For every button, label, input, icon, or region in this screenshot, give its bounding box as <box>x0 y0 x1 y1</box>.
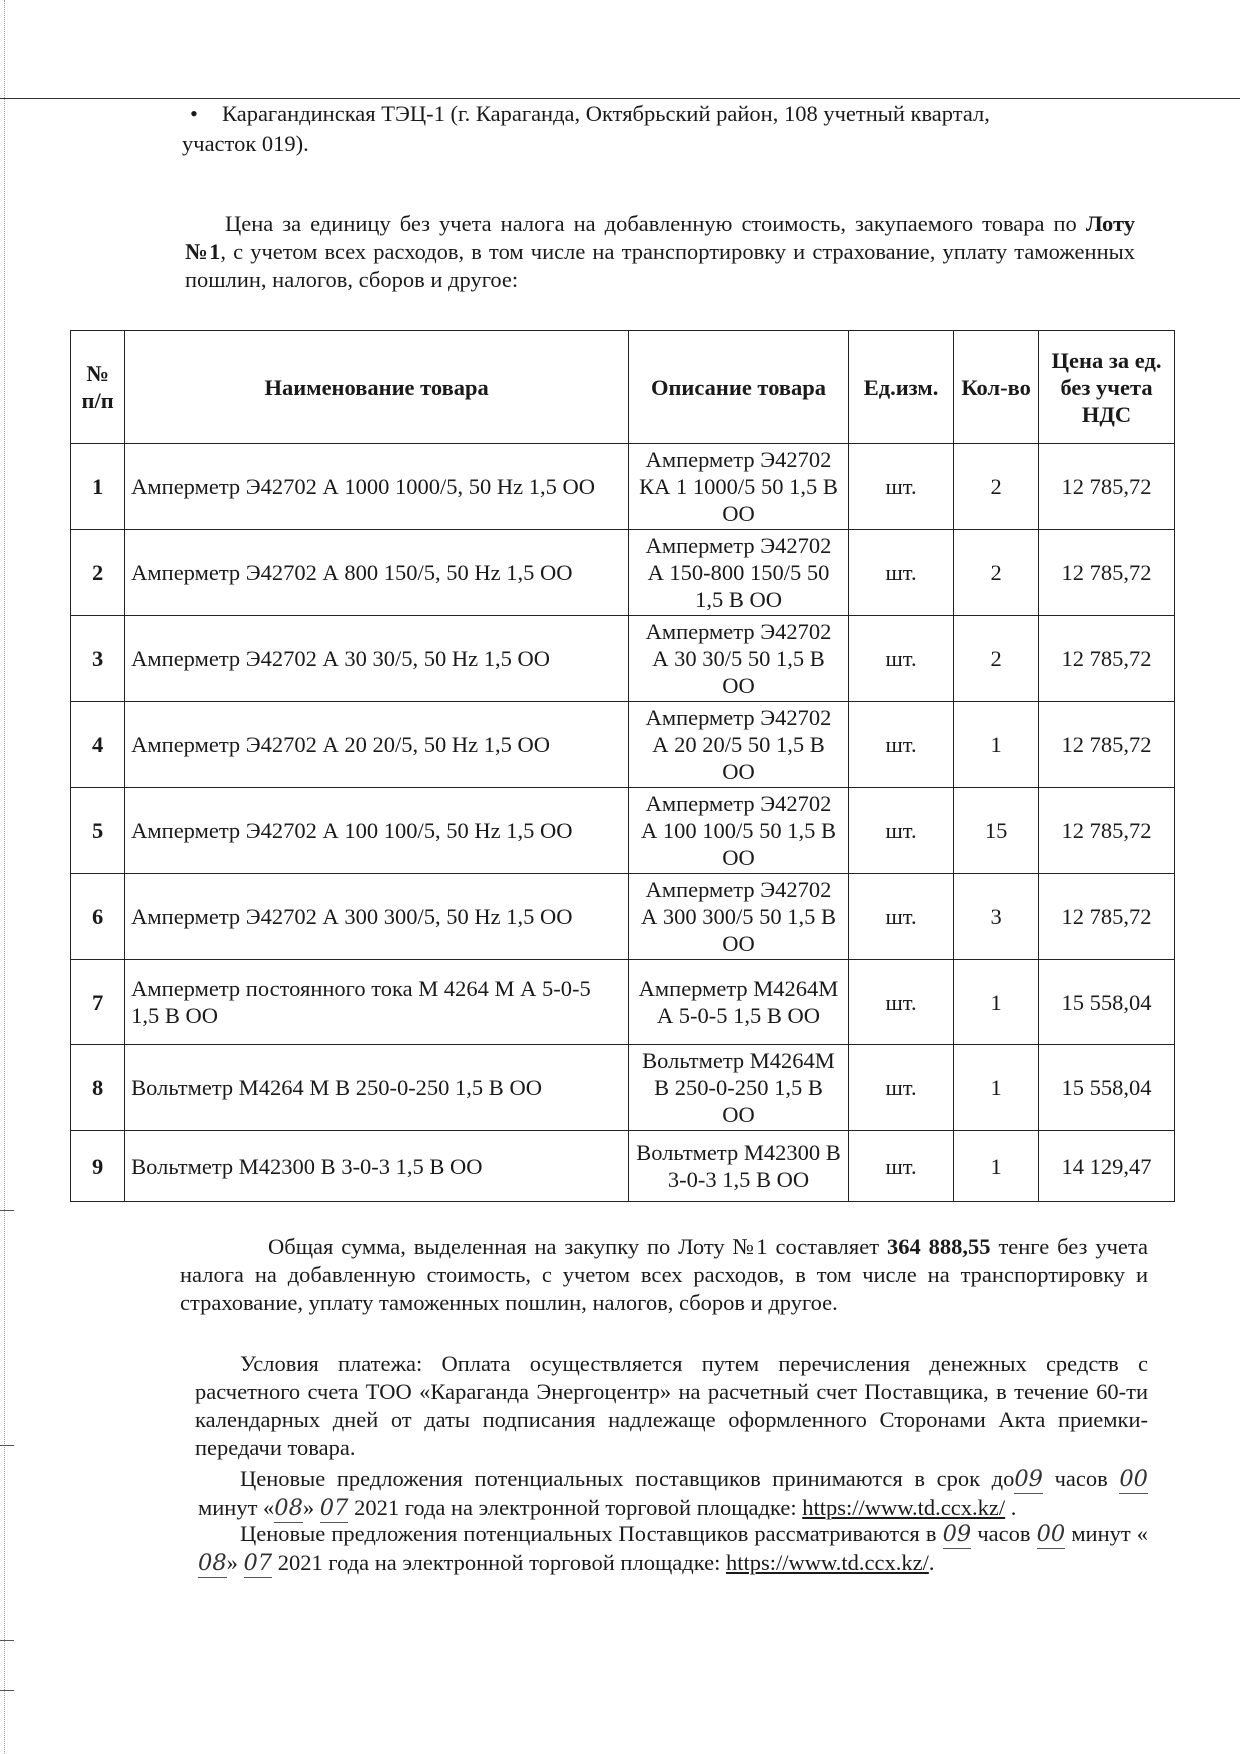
location-text-1: Карагандинская ТЭЦ-1 (г. Караганда, Октябрьский район, 108 учетный квартал, <box>222 101 990 126</box>
cell-name: Амперметр Э42702 А 20 20/5, 50 Hz 1,5 ОО <box>125 702 629 788</box>
cell-unit: шт. <box>848 960 953 1045</box>
cell-price: 12 785,72 <box>1039 444 1175 530</box>
cell-desc: Амперметр Э42702 А 20 20/5 50 1,5 В ОО <box>629 702 849 788</box>
header-num: № п/п <box>71 331 125 444</box>
cell-unit: шт. <box>848 1131 953 1202</box>
table-row <box>71 616 1175 702</box>
cell-unit: шт. <box>848 616 953 702</box>
margin-mark <box>0 1445 14 1446</box>
handwritten-minutes: 00 <box>1119 1466 1148 1492</box>
cell-name: Вольтметр М4264 М В 250-0-250 1,5 В ОО <box>125 1045 629 1131</box>
cell-qty: 15 <box>954 788 1039 874</box>
cell-qty: 1 <box>954 960 1039 1045</box>
cell-price: 12 785,72 <box>1039 788 1175 874</box>
table-row <box>71 530 1175 616</box>
bullet-icon: • <box>190 101 198 126</box>
cell-qty: 3 <box>954 874 1039 960</box>
cell-qty: 1 <box>954 1045 1039 1131</box>
location-text-2: участок 019). <box>182 131 309 156</box>
cell-price: 12 785,72 <box>1039 702 1175 788</box>
cell-qty: 2 <box>954 616 1039 702</box>
lot-label: Лоту №1 <box>185 211 1135 264</box>
deadline-accept-paragraph: Ценовые предложения потенциальных поставщиков принимаются в срок до09 часов 00 минут «08» 07 2021 года на электронной торговой площадке: https://www.td.ccx.kz/ . <box>198 1466 1148 1521</box>
margin-mark <box>0 1690 14 1691</box>
header-name: Наименование товара <box>125 331 629 444</box>
table-row <box>71 1131 1175 1202</box>
cell-desc: Амперметр Э42702 А 100 100/5 50 1,5 В ОО <box>629 788 849 874</box>
cell-price: 15 558,04 <box>1039 1045 1175 1131</box>
cell-num: 9 <box>71 1131 125 1202</box>
table-body <box>71 444 1175 1202</box>
margin-mark <box>0 1210 14 1211</box>
cell-name: Амперметр Э42702 А 1000 1000/5, 50 Hz 1,5 ОО <box>125 444 629 530</box>
cell-unit: шт. <box>848 788 953 874</box>
cell-unit: шт. <box>848 530 953 616</box>
intro-paragraph: Цена за единицу без учета налога на добавленную стоимость, закупаемого товара по Лоту №1, с учетом всех расходов, в том числе на транспортировку и страхование, уплату таможенных пошлин, налогов, сборов и другое: <box>185 211 1135 292</box>
header-rule <box>0 98 1240 99</box>
header-price: Цена за ед. без учета НДС <box>1039 331 1175 444</box>
header-desc: Описание товара <box>629 331 849 444</box>
total-paragraph: Общая сумма, выделенная на закупку по Лоту №1 составляет 364 888,55 тенге без учета налога на добавленную стоимость, с учетом всех расходов, в том числе на транспортировку и страхование, уплату таможенных пошлин, налогов, сборов и другое. <box>180 1234 1148 1315</box>
handwritten-day: 08 <box>274 1495 303 1521</box>
cell-price: 12 785,72 <box>1039 530 1175 616</box>
header-qty: Кол-во <box>954 331 1039 444</box>
cell-qty: 1 <box>954 1131 1039 1202</box>
cell-name: Амперметр Э42702 А 800 150/5, 50 Hz 1,5 ОО <box>125 530 629 616</box>
cell-name: Амперметр Э42702 А 100 100/5, 50 Hz 1,5 ОО <box>125 788 629 874</box>
table-row <box>71 874 1175 960</box>
cell-desc: Вольтметр М42300 В 3-0-3 1,5 В ОО <box>629 1131 849 1202</box>
cell-num: 4 <box>71 702 125 788</box>
header-unit: Ед.изм. <box>848 331 953 444</box>
table-row <box>71 1045 1175 1131</box>
cell-desc: Амперметр Э42702 КА 1 1000/5 50 1,5 В ОО <box>629 444 849 530</box>
cell-num: 3 <box>71 616 125 702</box>
table-header-row <box>71 331 1175 444</box>
cell-num: 8 <box>71 1045 125 1131</box>
cell-desc: Амперметр Э42702 А 30 30/5 50 1,5 В ОО <box>629 616 849 702</box>
cell-price: 12 785,72 <box>1039 874 1175 960</box>
scan-edge <box>4 0 5 1754</box>
deadline-review-paragraph: Ценовые предложения потенциальных Поставщиков рассматриваются в 09 часов 00 минут «08» 07 2021 года на электронной торговой площадке: https://www.td.ccx.kz/. <box>198 1521 1149 1576</box>
cell-num: 6 <box>71 874 125 960</box>
payment-terms: Условия платежа: Оплата осуществляется путем перечисления денежных средств с расчетного счета ТОО «Караганда Энергоцентр» на расчетный счет Поставщика, в течение 60-ти календарных дней от даты подписания надлежаще оформленного Сторонами Акта приемки-передачи товара. <box>195 1351 1148 1460</box>
cell-qty: 1 <box>954 702 1039 788</box>
cell-desc: Амперметр М4264М А 5-0-5 1,5 В ОО <box>629 960 849 1045</box>
table-row <box>71 702 1175 788</box>
table-row <box>71 444 1175 530</box>
cell-name: Вольтметр М42300 В 3-0-3 1,5 В ОО <box>125 1131 629 1202</box>
cell-price: 14 129,47 <box>1039 1131 1175 1202</box>
cell-num: 2 <box>71 530 125 616</box>
handwritten-month: 07 <box>319 1495 349 1521</box>
table-row <box>71 788 1175 874</box>
handwritten-hours: 09 <box>1014 1466 1043 1492</box>
cell-price: 12 785,72 <box>1039 616 1175 702</box>
cell-num: 7 <box>71 960 125 1045</box>
total-amount: 364 888,55 <box>886 1234 991 1259</box>
location-bullet-line <box>190 100 1140 128</box>
platform-link[interactable]: https://www.td.ccx.kz/ <box>802 1495 1006 1520</box>
cell-unit: шт. <box>848 444 953 530</box>
cell-num: 1 <box>71 444 125 530</box>
cell-desc: Амперметр Э42702 А 300 300/5 50 1,5 В ОО <box>629 874 849 960</box>
cell-unit: шт. <box>848 702 953 788</box>
cell-desc: Амперметр Э42702 А 150-800 150/5 50 1,5 В ОО <box>629 530 849 616</box>
platform-link[interactable]: https://www.td.ccx.kz/ <box>725 1550 929 1575</box>
cell-name: Амперметр Э42702 А 30 30/5, 50 Hz 1,5 ОО <box>125 616 629 702</box>
goods-table <box>70 330 1175 1202</box>
cell-qty: 2 <box>954 530 1039 616</box>
cell-desc: Вольтметр М4264М В 250-0-250 1,5 В ОО <box>629 1045 849 1131</box>
handwritten-hours: 09 <box>942 1521 972 1547</box>
margin-mark <box>0 1640 14 1641</box>
cell-qty: 2 <box>954 444 1039 530</box>
table-row <box>71 960 1175 1045</box>
handwritten-day: 08 <box>198 1550 227 1576</box>
cell-name: Амперметр постоянного тока М 4264 М А 5-0-5 1,5 В ОО <box>125 960 629 1045</box>
handwritten-month: 07 <box>243 1550 273 1576</box>
cell-num: 5 <box>71 788 125 874</box>
cell-name: Амперметр Э42702 А 300 300/5, 50 Hz 1,5 ОО <box>125 874 629 960</box>
cell-unit: шт. <box>848 1045 953 1131</box>
handwritten-minutes: 00 <box>1036 1521 1066 1547</box>
cell-unit: шт. <box>848 874 953 960</box>
cell-price: 15 558,04 <box>1039 960 1175 1045</box>
